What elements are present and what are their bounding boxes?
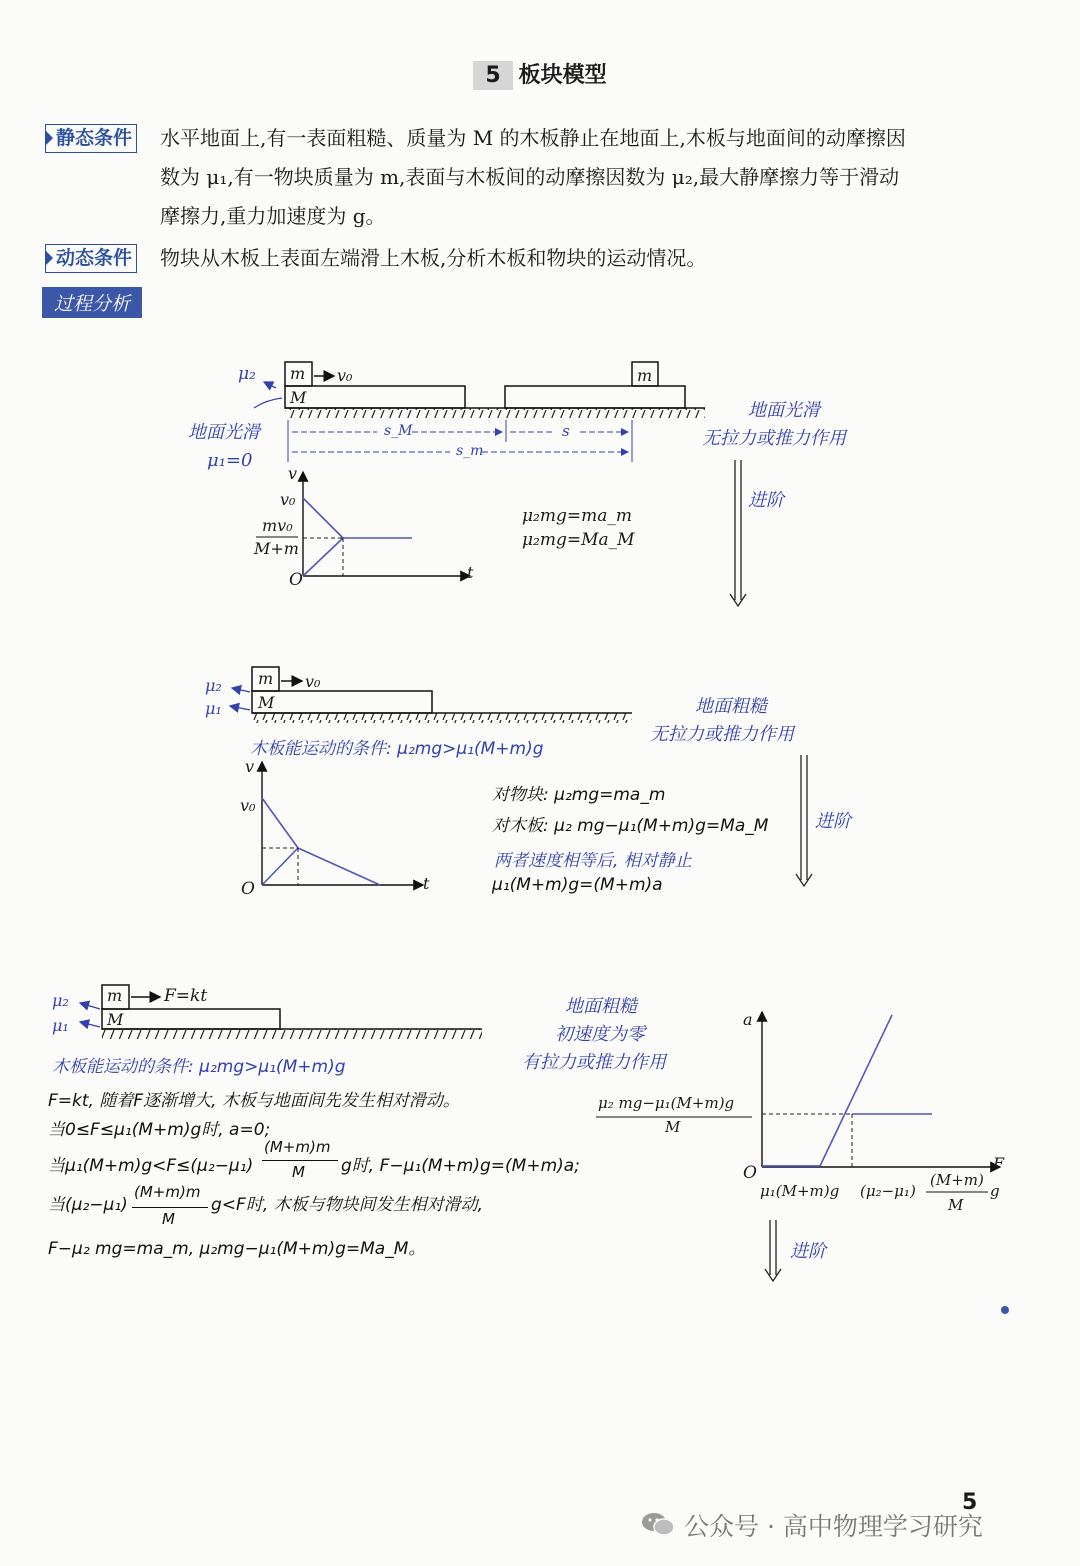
static-line-1: 水平地面上,有一表面粗糙、质量为 M 的木板静止在地面上,木板与地面间的动摩擦因 [160,126,906,150]
c1-axis-t: t [467,563,474,582]
c3-line5: F−μ₂ mg=ma_m, μ₂mg−μ₁(M+m)g=Ma_M。 [48,1239,426,1259]
c1-right-note1: 地面光滑 [748,400,820,421]
c3-x2-top: (M+m) [930,1171,984,1189]
advance-label-1: 进阶 [748,490,784,511]
c3-line3b: g时, F−μ₁(M+m)g=(M+m)a; [341,1156,580,1176]
c1-right-note2: 无拉力或推力作用 [702,428,846,449]
c2-v0: v₀ [305,672,321,691]
c3-line4-frac-top: (M+m)m [134,1183,201,1201]
c2-M: M [258,693,275,712]
c3-m: m [107,986,123,1005]
c3-M: M [107,1010,124,1029]
advance-arrow-1 [730,460,746,606]
static-line-3: 摩擦力,重力加速度为 g。 [160,204,386,228]
c3-yfrac-bot: M [665,1118,681,1136]
advance-label-2: 进阶 [815,811,851,832]
c3-x2b: g [990,1182,1000,1200]
c2-eq1: 对物块: μ₂mg=ma_m [492,785,666,805]
c2-note1: 地面粗糙 [695,696,767,717]
page-number: 5 [962,1490,978,1515]
c1-mu2: μ₂ [238,364,256,384]
c3-line4-frac-bot: M [162,1210,175,1228]
c2-mu1: μ₁ [205,699,222,718]
c1-M: M [290,388,307,407]
c2-axis-v: v [245,757,255,776]
c3-line4a: 当(μ₂−μ₁) [48,1195,128,1215]
c1-sM: s_M [384,423,413,439]
c3-line3-frac-bot: M [292,1163,305,1181]
c1-axis-v: v [288,464,298,483]
c2-eq4: μ₁(M+m)g=(M+m)a [492,875,663,895]
c3-F: F=kt [164,986,208,1006]
c2-graph-v0: v₀ [240,796,256,815]
dynamic-condition-text: 物块从木板上表面左端滑上木板,分析木板和物块的运动情况。 [160,246,707,270]
c3-line3-frac-bar [262,1160,338,1161]
board-left [285,386,465,408]
c1-m-right: m [637,366,653,385]
c3-line4b: g<F时, 木板与物块间发生相对滑动, [211,1195,484,1215]
c1-v0: v₀ [337,366,353,385]
c3-note3: 有拉力或推力作用 [522,1052,666,1073]
case3-setup [80,985,482,1039]
dynamic-condition-tag: 动态条件 [45,244,137,273]
c1-mu1-zero: μ₁=0 [207,450,253,471]
c1-m: m [290,364,306,383]
c3-x2-bot: M [948,1196,964,1214]
static-condition-tag: 静态条件 [45,124,137,153]
c1-eq1: μ₂mg=ma_m [522,506,632,526]
wechat-icon [640,1511,676,1537]
c3-line4-frac-bar [132,1207,208,1208]
c3-line2: 当0≤F≤μ₁(M+m)g时, a=0; [48,1120,271,1140]
c1-s: s [562,422,570,440]
c3-graph-F: F [993,1154,1005,1173]
static-line-2: 数为 μ₁,有一物块质量为 m,表面与木板间的动摩擦因数为 μ₂,最大静摩擦力等于滑动 [160,165,900,189]
c3-condition: 木板能运动的条件: μ₂mg>μ₁(M+m)g [52,1057,346,1077]
advance-label-3: 进阶 [790,1241,826,1262]
c3-graph-a: a [743,1010,753,1029]
c1-ground-note: 地面光滑 [188,422,260,443]
advance-arrow-3 [765,1220,781,1281]
c2-eq3: 两者速度相等后, 相对静止 [494,851,692,871]
c2-eq2: 对木板: μ₂ mg−μ₁(M+m)g=Ma_M [492,816,769,836]
c2-m: m [258,669,274,688]
c2-condition: 木板能运动的条件: μ₂mg>μ₁(M+m)g [250,739,544,759]
c3-note1: 地面粗糙 [565,996,637,1017]
c2-mu2: μ₂ [205,676,222,695]
c3-note2: 初速度为零 [555,1024,645,1045]
c2-axis-t: t [423,874,430,893]
board-right [505,386,685,408]
c1-eq2: μ₂mg=Ma_M [522,530,635,550]
case2-setup [230,667,632,723]
c3-line3a: 当μ₁(M+m)g<F≤(μ₂−μ₁) [48,1156,254,1176]
c2-origin: O [241,879,255,899]
c1-graph-v0: v₀ [280,490,296,509]
c1-origin: O [289,570,303,590]
case2-vt-graph [262,762,423,885]
c1-frac-bot: M+m [254,539,299,558]
c2-note2: 无拉力或推力作用 [650,724,794,745]
c1-sm: s_m [456,443,484,459]
c3-x2a: (μ₂−μ₁) [860,1182,916,1200]
c3-mu1: μ₁ [52,1016,69,1035]
watermark: 公众号 · 高中物理学习研究 [684,1512,983,1541]
section-number: 5 [473,61,512,90]
section-title: 板块模型 [518,63,607,88]
c3-line1: F=kt, 随着F逐渐增大, 木板与地面间先发生相对滑动。 [48,1091,460,1111]
advance-arrow-2 [796,755,812,886]
c1-frac-top: mv₀ [262,516,293,535]
c3-yfrac-top: μ₂ mg−μ₁(M+m)g [598,1094,735,1112]
c3-mu2: μ₂ [52,991,69,1010]
c3-graph-O: O [743,1163,757,1183]
c3-line3-frac-top: (M+m)m [264,1138,331,1156]
dot-marker [1001,1306,1009,1314]
process-analysis-tag: 过程分析 [42,287,142,318]
c3-x1: μ₁(M+m)g [760,1182,840,1200]
